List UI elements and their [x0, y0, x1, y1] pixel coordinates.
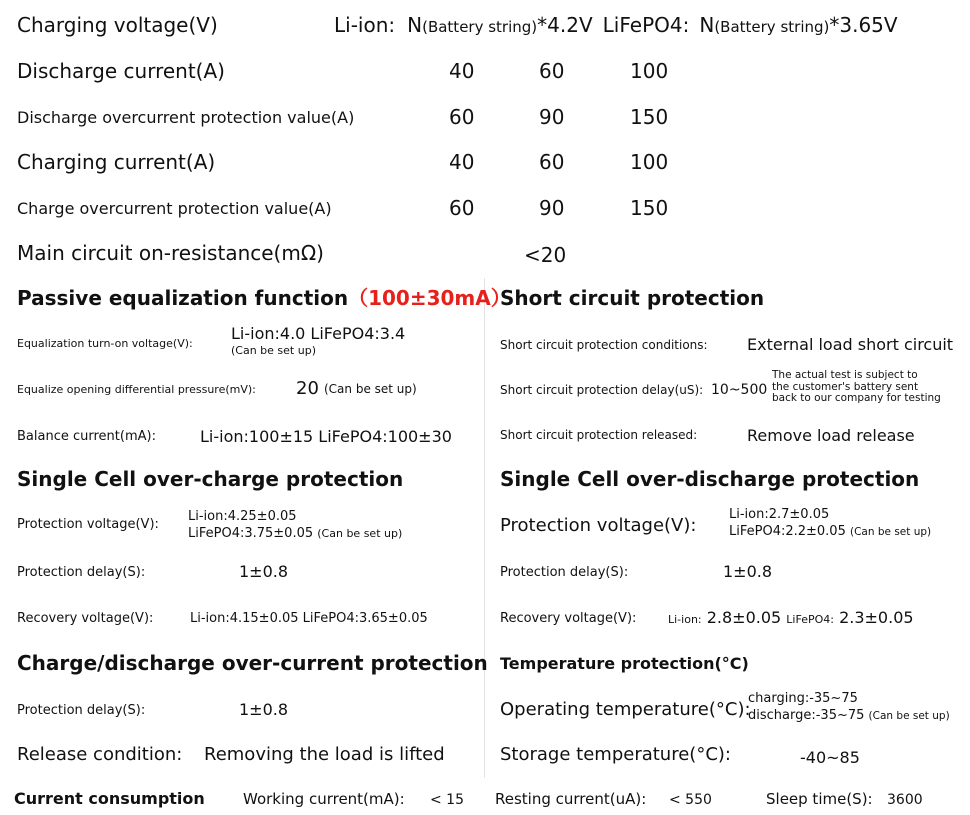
- over-discharge-voltage-note: (Can be set up): [850, 526, 932, 538]
- charging-current-v2: 60: [539, 150, 565, 174]
- charging-current-label: Charging current(A): [17, 150, 216, 174]
- over-charge-recovery-value: Li-ion:4.15±0.05 LiFePO4:3.65±0.05: [190, 611, 428, 626]
- over-discharge-title: Single Cell over-discharge protection: [500, 467, 920, 491]
- current-consumption-title: Current consumption: [14, 789, 205, 808]
- over-charge-voltage-line1: Li-ion:4.25±0.05: [188, 509, 297, 524]
- sleep-time-label: Sleep time(S):: [766, 790, 873, 808]
- operating-temperature-note: (Can be set up): [868, 710, 950, 722]
- short-circuit-conditions-label: Short circuit protection conditions:: [500, 338, 708, 352]
- balance-current-value: Li-ion:100±15 LiFePO4:100±30: [200, 427, 452, 446]
- balance-current-label: Balance current(mA):: [17, 429, 156, 444]
- charging-voltage-label: Charging voltage(V): [17, 13, 218, 37]
- over-charge-voltage-line2: [188, 527, 402, 542]
- short-circuit-released-value: Remove load release: [747, 426, 915, 445]
- over-charge-voltage-label: Protection voltage(V):: [17, 517, 159, 532]
- over-discharge-recovery-value: [668, 609, 914, 627]
- recovery-prefix-1: Li-ion:: [668, 613, 702, 626]
- over-charge-voltage-note: (Can be set up): [317, 527, 403, 540]
- working-current-value: < 15: [430, 792, 464, 808]
- short-circuit-released-label: Short circuit protection released:: [500, 428, 698, 442]
- storage-temperature-label: Storage temperature(°C):: [500, 744, 731, 765]
- over-current-delay-label: Protection delay(S):: [17, 703, 146, 718]
- equalization-turn-on-note: (Can be set up): [231, 344, 316, 357]
- charge-overcurrent-label: Charge overcurrent protection value(A): [17, 199, 332, 218]
- over-current-title: Charge/discharge over-current protection: [17, 651, 488, 675]
- equalize-diff-value: 20: [296, 378, 319, 399]
- short-circuit-delay-label: Short circuit protection delay(uS):: [500, 383, 704, 397]
- over-charge-title: Single Cell over-charge protection: [17, 467, 404, 491]
- charge-overcurrent-v1: 60: [449, 196, 475, 220]
- over-discharge-delay-label: Protection delay(S):: [500, 565, 629, 580]
- over-charge-recovery-label: Recovery voltage(V):: [17, 611, 154, 626]
- battery-string-1: (Battery string): [422, 18, 538, 36]
- short-circuit-conditions-value: External load short circuit: [747, 335, 954, 354]
- sleep-time-value: 3600: [887, 792, 923, 808]
- operating-temperature-label: Operating temperature(°C):: [500, 699, 751, 720]
- discharge-current-v2: 60: [539, 59, 565, 83]
- over-charge-voltage-line2-text: LiFePO4:3.75±0.05: [188, 526, 314, 541]
- main-circuit-value: <20: [524, 243, 567, 267]
- charge-overcurrent-v2: 90: [539, 196, 565, 220]
- discharge-overcurrent-v1: 60: [449, 105, 475, 129]
- short-circuit-note-line3: back to our company for testing: [772, 392, 941, 404]
- operating-temperature-line2: [748, 709, 950, 724]
- short-circuit-delay-value: 10~500: [711, 382, 768, 398]
- discharge-current-v3: 100: [630, 59, 669, 83]
- n-2: N: [699, 13, 715, 37]
- recovery-value-2: 2.3±0.05: [839, 608, 914, 627]
- lifepo-prefix: LiFePO4:: [602, 13, 690, 37]
- discharge-current-label: Discharge current(A): [17, 59, 225, 83]
- charging-current-v3: 100: [630, 150, 669, 174]
- discharge-overcurrent-v2: 90: [539, 105, 565, 129]
- charge-overcurrent-v3: 150: [630, 196, 669, 220]
- value-2: *3.65V: [829, 13, 898, 37]
- equalization-turn-on-value: Li-ion:4.0 LiFePO4:3.4: [231, 324, 406, 343]
- storage-temperature-value: -40~85: [800, 748, 860, 767]
- release-condition-value: Removing the load is lifted: [204, 744, 445, 765]
- n-1: N: [407, 13, 423, 37]
- recovery-prefix-2: LiFePO4:: [786, 613, 834, 626]
- over-discharge-voltage-line2: [729, 525, 931, 540]
- discharge-overcurrent-label: Discharge overcurrent protection value(A): [17, 108, 355, 127]
- value-1: *4.2V: [537, 13, 593, 37]
- over-discharge-voltage-line2-text: LiFePO4:2.2±0.05: [729, 524, 846, 539]
- operating-temperature-line1: charging:-35~75: [748, 691, 858, 706]
- short-circuit-title: Short circuit protection: [500, 286, 765, 310]
- passive-equalization-value: （100±30mA）: [348, 286, 511, 310]
- working-current-label: Working current(mA):: [243, 790, 405, 808]
- over-charge-delay-value: 1±0.8: [239, 562, 289, 581]
- battery-string-2: (Battery string): [714, 18, 830, 36]
- passive-equalization-title-text: Passive equalization function: [17, 286, 349, 310]
- over-discharge-recovery-label: Recovery voltage(V):: [500, 611, 637, 626]
- charging-current-v1: 40: [449, 150, 475, 174]
- resting-current-value: < 550: [669, 792, 712, 808]
- equalize-diff-note: (Can be set up): [324, 382, 417, 396]
- short-circuit-note-line1: The actual test is subject to: [772, 369, 918, 381]
- over-discharge-voltage-label: Protection voltage(V):: [500, 515, 697, 536]
- charging-voltage-value: [334, 14, 898, 37]
- discharge-overcurrent-v3: 150: [630, 105, 669, 129]
- release-condition-label: Release condition:: [17, 744, 183, 765]
- short-circuit-note-line2: the customer's battery sent: [772, 380, 919, 393]
- operating-temperature-line2-text: discharge:-35~75: [748, 708, 865, 723]
- equalization-turn-on-label: Equalization turn-on voltage(V):: [17, 337, 193, 350]
- temperature-title: Temperature protection(°C): [500, 654, 749, 673]
- liion-prefix: Li-ion:: [334, 13, 396, 37]
- over-discharge-voltage-line1: Li-ion:2.7±0.05: [729, 507, 830, 522]
- main-circuit-label: Main circuit on-resistance(mΩ): [17, 241, 324, 265]
- discharge-current-v1: 40: [449, 59, 475, 83]
- over-current-delay-value: 1±0.8: [239, 700, 289, 719]
- short-circuit-delay-note: [772, 370, 941, 405]
- recovery-value-1: 2.8±0.05: [706, 608, 782, 627]
- over-discharge-delay-value: 1±0.8: [723, 562, 773, 581]
- resting-current-label: Resting current(uA):: [495, 790, 647, 808]
- passive-equalization-title: [17, 287, 511, 310]
- column-divider: [484, 278, 485, 778]
- over-charge-delay-label: Protection delay(S):: [17, 565, 146, 580]
- equalize-diff-label: Equalize opening differential pressure(mV):: [17, 383, 256, 396]
